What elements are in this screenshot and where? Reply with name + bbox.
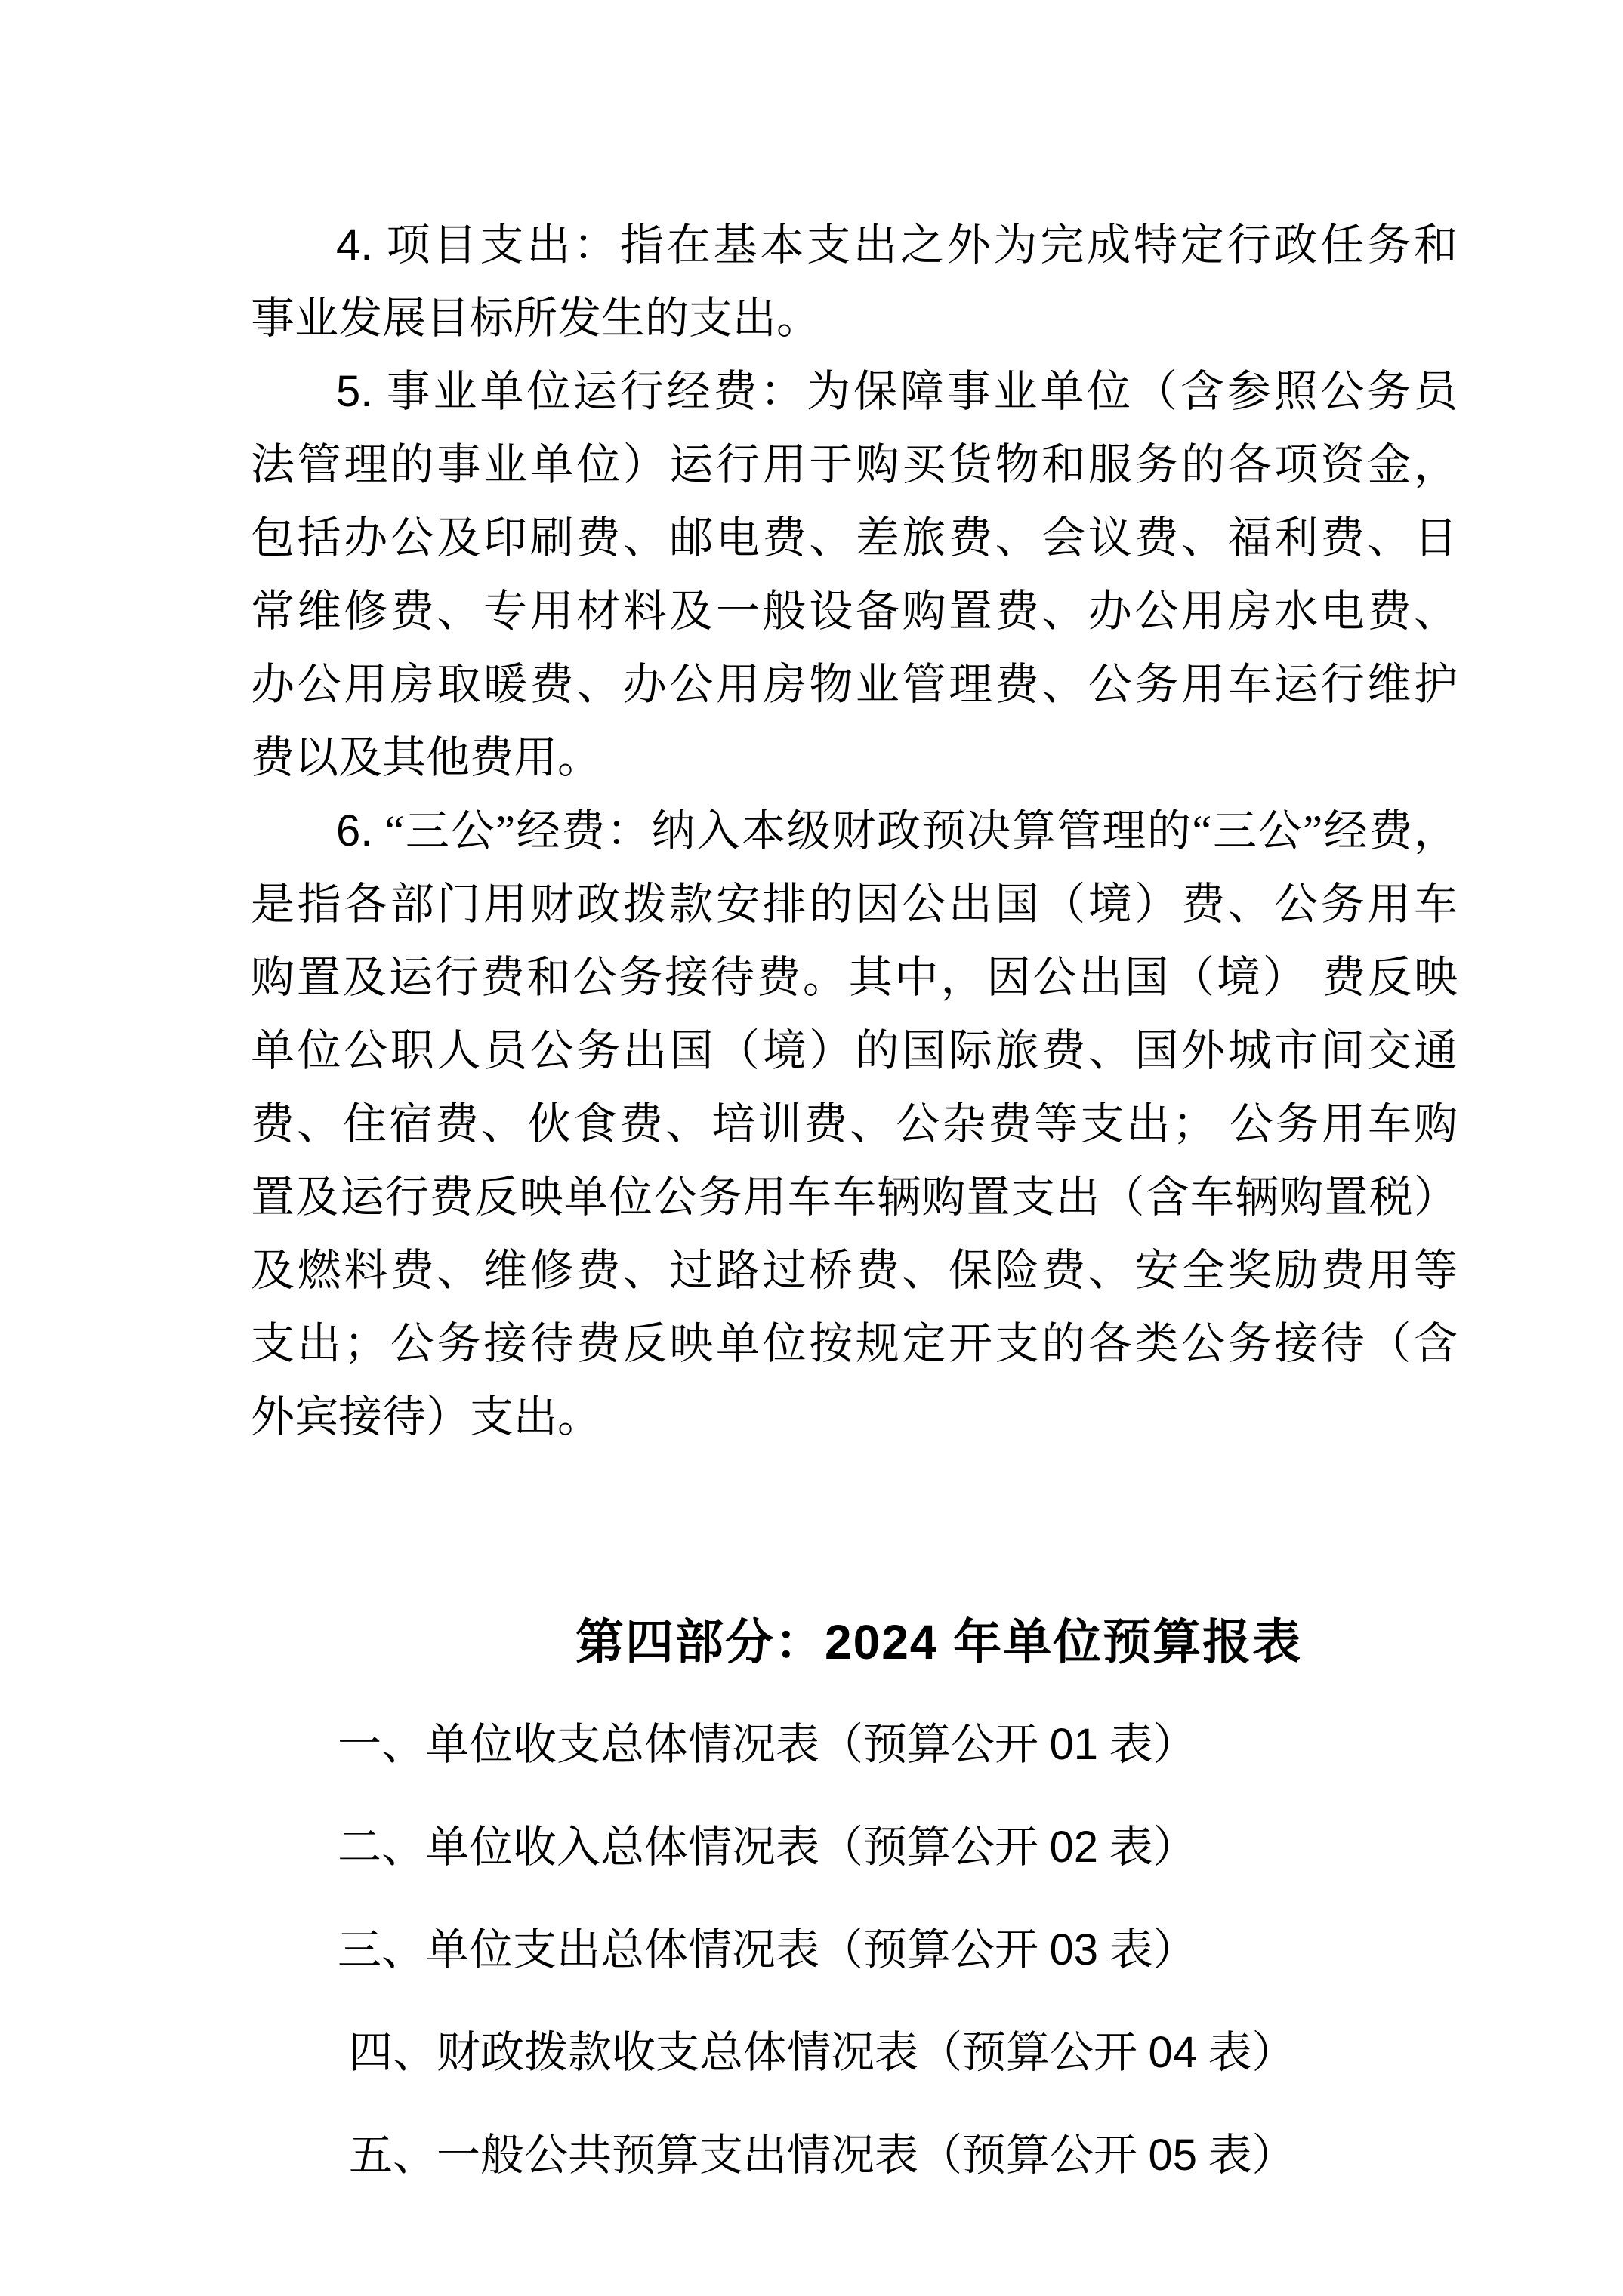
body-line: 购置及运行费和公务接待费。其中，因公出国（境） 费反映 [251,953,1458,1002]
body-line: 包括办公及印刷费、邮电费、差旅费、会议费、福利费、日 [251,513,1458,562]
report-list-item: 一、单位收支总体情况表（预算公开 01 表） [338,1720,1197,1769]
body-line: 常维修费、专用材料及一般设备购置费、办公用房水电费、 [251,587,1458,636]
body-line: 费以及其他费用。 [251,733,602,782]
body-line: 费、住宿费、伙食费、培训费、公杂费等支出； 公务用车购 [251,1099,1458,1148]
body-line: 4. 项目支出：指在基本支出之外为完成特定行政任务和 [336,220,1458,270]
latin-digits: 04 [1148,2028,1198,2077]
latin-digits: 2024 [825,1615,939,1669]
latin-digits: 03 [1049,1925,1099,1974]
report-list-item: 二、单位收入总体情况表（预算公开 02 表） [338,1823,1197,1872]
report-list-item: 四、财政拨款收支总体情况表（预算公开 04 表） [349,2028,1296,2077]
latin-digits: 6. [336,806,373,855]
body-line: 6. “三公”经费：纳入本级财政预决算管理的“三公”经费， [336,806,1458,855]
body-line: 法管理的事业单位）运行用于购买货物和服务的各项资金， [251,440,1458,489]
body-line: 5. 事业单位运行经费：为保障事业单位（含参照公务员 [336,367,1458,416]
body-line: 是指各部门用财政拨款安排的因公出国（境）费、公务用车 [251,880,1458,929]
section-heading: 第四部分：2024 年单位预算报表 [575,1615,1303,1669]
body-line: 支出；公务接待费反映单位按规定开支的各类公务接待（含 [251,1319,1458,1368]
body-line: 外宾接待）支出。 [251,1392,602,1441]
body-line: 单位公职人员公务出国（境）的国际旅费、国外城市间交通 [251,1026,1458,1075]
latin-digits: 4. [336,220,373,270]
body-line: 办公用房取暖费、办公用房物业管理费、公务用车运行维护 [251,660,1458,709]
body-line: 置及运行费反映单位公务用车车辆购置支出（含车辆购置税） [251,1173,1458,1222]
latin-digits: 01 [1049,1720,1099,1769]
latin-digits: 5. [336,367,373,416]
latin-digits: 02 [1049,1823,1099,1872]
body-text [251,208,1458,1453]
body-line: 及燃料费、维修费、过路过桥费、保险费、安全奖励费用等 [251,1246,1458,1295]
report-list-item: 五、一般公共预算支出情况表（预算公开 05 表） [349,2131,1296,2180]
latin-digits: 05 [1148,2131,1198,2180]
report-list [251,1693,1458,2207]
report-list-item: 三、单位支出总体情况表（预算公开 03 表） [338,1925,1197,1974]
body-line: 事业发展目标所发生的支出。 [251,294,821,343]
